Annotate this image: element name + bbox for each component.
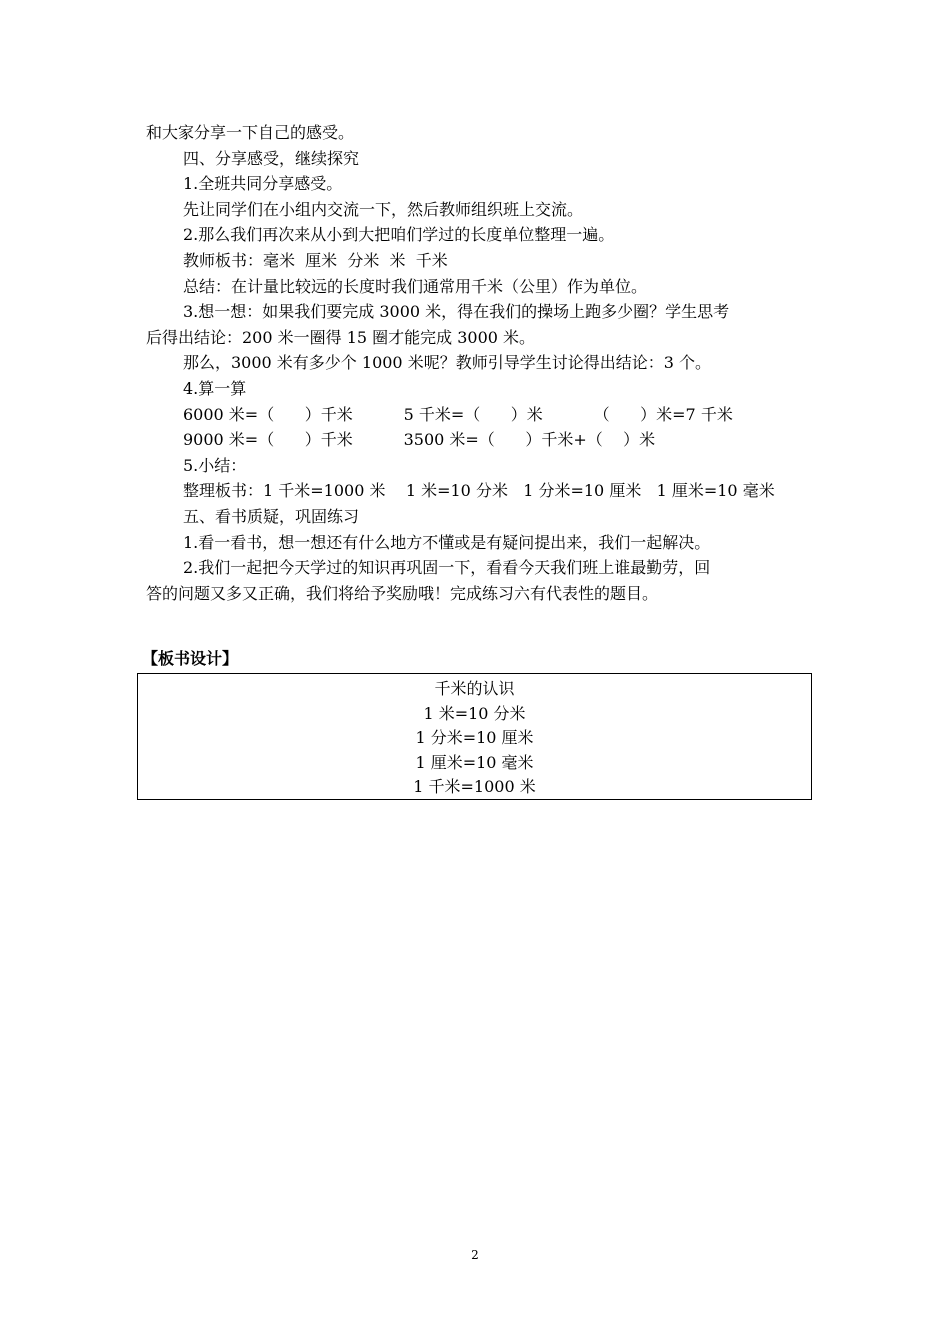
paragraph-line: 那么，3000 米有多少个 1000 米呢？教师引导学生讨论得出结论：3 个。 [183, 353, 711, 373]
paragraph-line: 先让同学们在小组内交流一下，然后教师组织班上交流。 [183, 199, 584, 219]
paragraph-line: 4.算一算 [183, 378, 247, 398]
paragraph-line: 教师板书：毫米 厘米 分米 米 千米 [183, 250, 448, 270]
section-heading-five: 五、看书质疑，巩固练习 [183, 506, 360, 526]
paragraph-line: 和大家分享一下自己的感受。 [146, 123, 355, 142]
board-line: 1 千米=1000 米 [413, 777, 536, 796]
paragraph-line: 后得出结论：200 米一圈得 15 圈才能完成 3000 米。 [146, 327, 536, 347]
paragraph-line: 5.小结： [183, 455, 247, 475]
board-design-heading: 【板书设计】 [142, 649, 239, 668]
paragraph-line: 3.想一想：如果我们要完成 3000 米，得在我们的操场上跑多少圈？学生思考 [183, 302, 730, 322]
summary-line: 整理板书：1 千米=1000 米 1 米=10 分米 1 分米=10 厘米 1 厘米=10 毫米 [183, 481, 775, 501]
board-design-box [137, 673, 812, 800]
paragraph-line: 1.全班共同分享感受。 [183, 174, 343, 194]
exercise-row: 9000 米=（ ）千米 3500 米=（ ）千米+（ ）米 [183, 430, 656, 450]
page-number: 2 [471, 1248, 479, 1262]
section-heading-four: 四、分享感受，继续探究 [183, 148, 360, 168]
board-line: 1 分米=10 厘米 [415, 728, 534, 747]
paragraph-line: 1.看一看书，想一想还有什么地方不懂或是有疑问提出来，我们一起解决。 [183, 532, 711, 552]
paragraph-line: 答的问题又多又正确，我们将给予奖励哦！完成练习六有代表性的题目。 [146, 583, 659, 603]
exercise-row: 6000 米=（ ）千米 5 千米=（ ）米 （ ）米=7 千米 [183, 404, 733, 424]
board-line: 1 厘米=10 毫米 [415, 752, 534, 772]
paragraph-line: 总结：在计量比较远的长度时我们通常用千米（公里）作为单位。 [183, 276, 648, 296]
document-body [146, 120, 814, 606]
board-title: 千米的认识 [434, 679, 515, 698]
board-line: 1 米=10 分米 [423, 703, 526, 723]
paragraph-line: 2.我们一起把今天学过的知识再巩固一下，看看今天我们班上谁最勤劳，回 [183, 558, 711, 578]
paragraph-line: 2.那么我们再次来从小到大把咱们学过的长度单位整理一遍。 [183, 225, 615, 245]
